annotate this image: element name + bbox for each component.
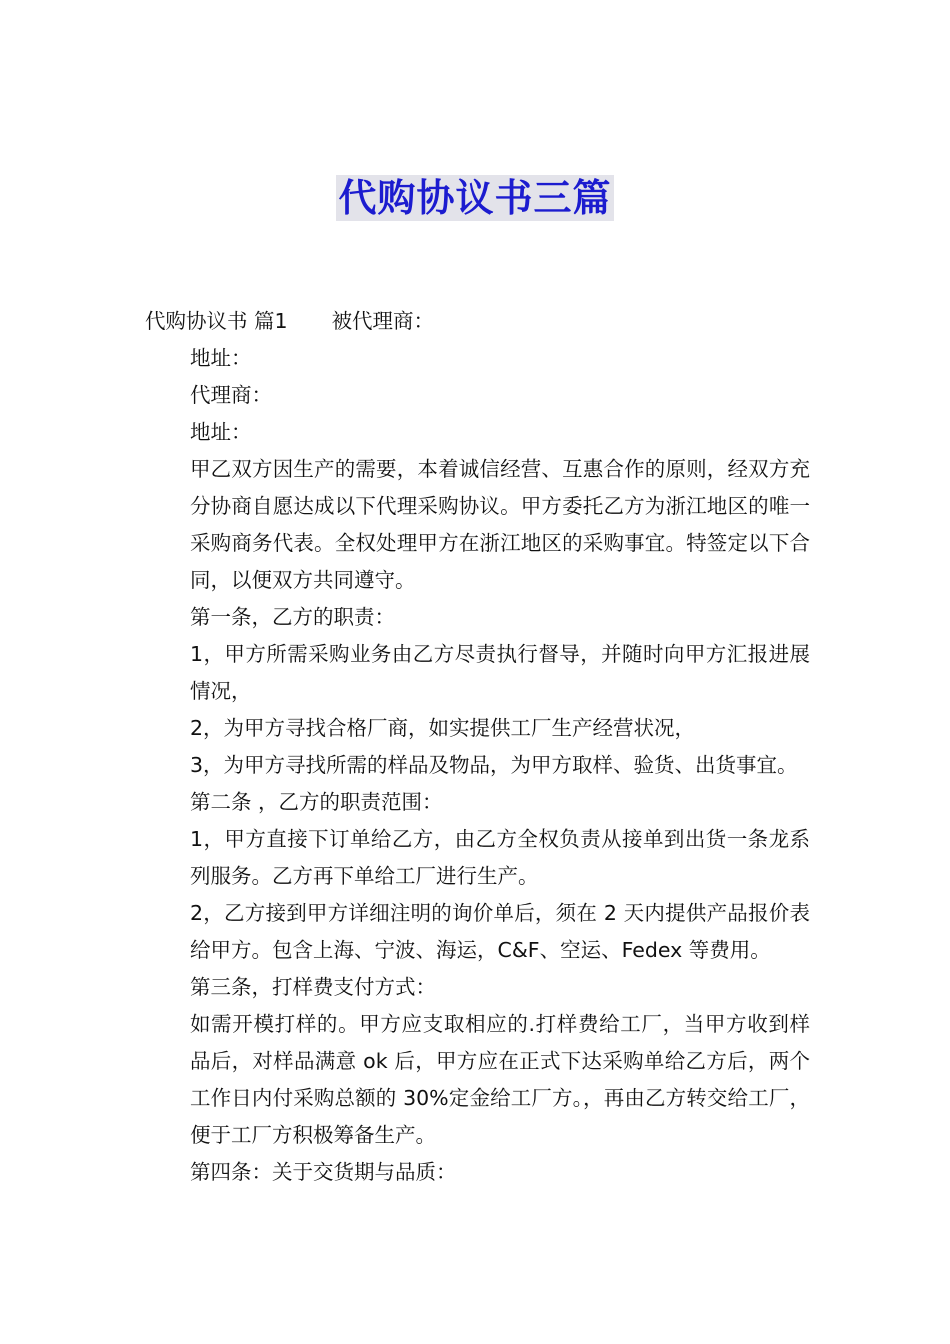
article-2-item-2: 2，乙方接到甲方详细注明的询价单后，须在 2 天内提供产品报价表给甲方。包含上海、宁波、海运，C&F、空运、Fedex 等费用。 bbox=[190, 901, 810, 962]
article-1-item-1: 1，甲方所需采购业务由乙方尽责执行督导，并随时向甲方汇报进展情况， bbox=[190, 642, 810, 703]
article-2-heading: 第二条 ，乙方的职责范围： bbox=[190, 790, 443, 814]
article-4-heading: 第四条：关于交货期与品质： bbox=[190, 1160, 457, 1184]
section-heading-line bbox=[145, 303, 810, 340]
article-1-heading: 第一条，乙方的职责： bbox=[190, 605, 395, 629]
agent-address-label: 地址： bbox=[190, 420, 252, 444]
article-3-paragraph: 如需开模打样的。甲方应支取相应的.打样费给工厂，当甲方收到样品后，对样品满意 ok 后，甲方应在正式下达采购单给乙方后，两个工作日内付采购总额的 30%定金给工厂方。，再由乙方转交给工厂，便于工厂方积极筹备生产。 bbox=[190, 1012, 810, 1147]
article-1-item-2: 2，为甲方寻找合格厂商，如实提供工厂生产经营状况， bbox=[190, 716, 696, 740]
article-3-heading: 第三条，打样费支付方式： bbox=[190, 975, 436, 999]
principal-label: 被代理商： bbox=[331, 309, 435, 333]
article-2-item-1: 1，甲方直接下订单给乙方，由乙方全权负责从接单到出货一条龙系列服务。乙方再下单给工厂进行生产。 bbox=[190, 827, 810, 888]
document-title: 代购协议书三篇 bbox=[338, 176, 612, 220]
article-1-item-3: 3，为甲方寻找所需的样品及物品，为甲方取样、验货、出货事宜。 bbox=[190, 753, 798, 777]
title-block bbox=[0, 175, 950, 221]
document-body bbox=[145, 303, 810, 1191]
principal-address-label: 地址： bbox=[190, 346, 252, 370]
section-heading: 代购协议书 篇1 bbox=[145, 309, 288, 333]
intro-paragraph: 甲乙双方因生产的需要，本着诚信经营、互惠合作的原则，经双方充分协商自愿达成以下代理采购协议。甲方委托乙方为浙江地区的唯一采购商务代表。全权处理甲方在浙江地区的采购事宜。特签定以下合同，以便双方共同遵守。 bbox=[190, 457, 810, 592]
agent-label: 代理商： bbox=[190, 383, 272, 407]
